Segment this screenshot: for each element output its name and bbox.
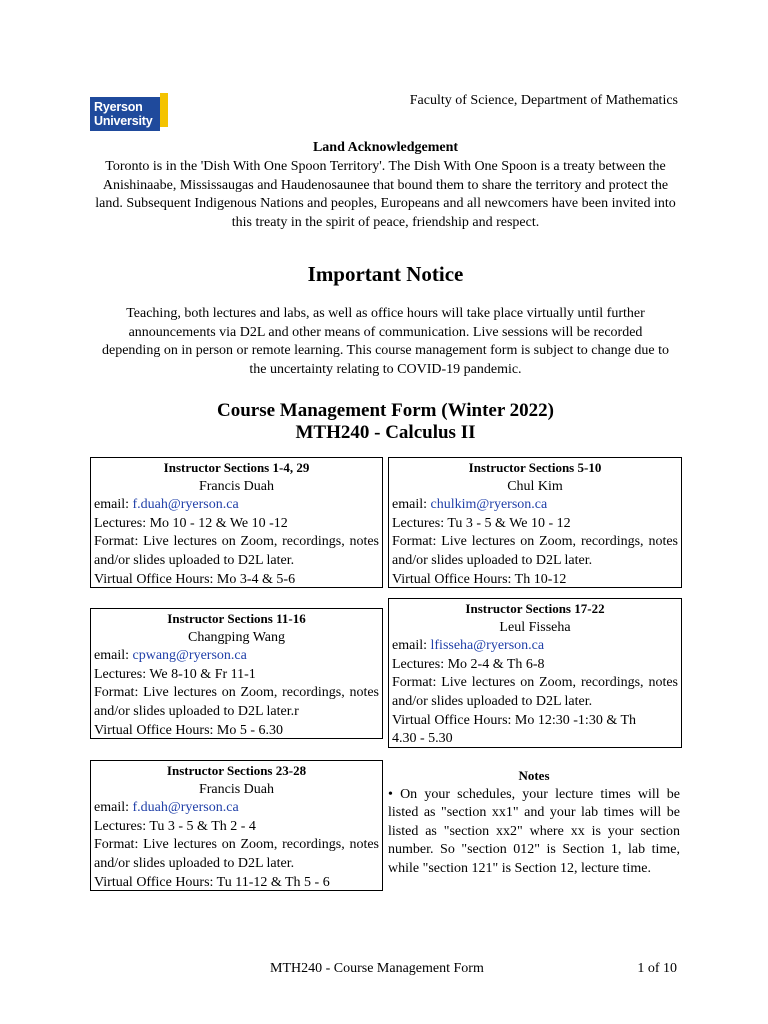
notes-title: Notes — [518, 768, 550, 783]
instructor-email-row — [94, 647, 379, 666]
instructor-sections-title: Instructor Sections 1-4, 29 — [163, 460, 310, 475]
instructor-email-link[interactable]: lfisseha@ryerson.ca — [430, 638, 545, 654]
instructor-email-link[interactable]: cpwang@ryerson.ca — [132, 648, 247, 664]
instructor-lectures: Lectures: Mo 2-4 & Th 6-8 — [392, 656, 545, 672]
page-number: 1 of 10 — [637, 961, 677, 976]
instructor-box — [388, 457, 682, 588]
instructor-format: Format: Live lectures on Zoom, recordings, notes and/or slides uploaded to D2L later. — [94, 534, 379, 568]
instructor-name: Leul Fisseha — [499, 619, 571, 635]
instructor-sections-title: Instructor Sections 23-28 — [166, 763, 307, 778]
instructor-lectures: Lectures: Tu 3 - 5 & Th 2 - 4 — [94, 818, 256, 834]
university-logo — [90, 97, 160, 131]
instructor-name: Francis Duah — [198, 478, 275, 494]
instructor-email-row — [392, 496, 678, 515]
instructor-email-row — [392, 637, 678, 656]
instructor-format: Format: Live lectures on Zoom, recordings, notes and/or slides uploaded to D2L later. — [392, 675, 678, 709]
email-label: email: — [94, 497, 129, 513]
instructor-box — [90, 457, 383, 588]
instructor-office-hours: Virtual Office Hours: Mo 5 - 6.30 — [94, 722, 284, 738]
logo-line-1: Ryerson — [94, 100, 143, 114]
instructor-format: Format: Live lectures on Zoom, recordings, notes and/or slides uploaded to D2L later. — [94, 837, 379, 871]
form-title — [90, 400, 681, 444]
instructor-email-link[interactable]: f.duah@ryerson.ca — [132, 497, 239, 513]
instructor-lectures: Lectures: Tu 3 - 5 & We 10 - 12 — [392, 515, 571, 531]
email-label: email: — [392, 638, 427, 654]
form-title-line-2: MTH240 - Calculus II — [295, 422, 476, 443]
form-title-line-1: Course Management Form (Winter 2022) — [216, 400, 554, 421]
important-notice-text: Teaching, both lectures and labs, as well as office hours will take place virtually until further announcements via D2L and other means of communication. Live sessions will be recorded depending on in person or remote learning. This course management form is subject to change due to the uncertainty relating to COVID-19 pandemic. — [102, 306, 669, 377]
instructor-lectures: Lectures: We 8-10 & Fr 11-1 — [94, 666, 256, 682]
instructor-office-hours: Virtual Office Hours: Mo 12:30 -1:30 & Th 4.30 - 5.30 — [392, 712, 637, 747]
instructor-format: Format: Live lectures on Zoom, recordings, notes and/or slides uploaded to D2L later. — [392, 534, 678, 568]
instructor-lectures: Lectures: Mo 10 - 12 & We 10 -12 — [94, 515, 288, 531]
logo-line-2: University — [94, 114, 153, 128]
instructor-sections-title: Instructor Sections 11-16 — [167, 611, 306, 626]
email-label: email: — [392, 497, 427, 513]
email-label: email: — [94, 800, 129, 816]
instructor-name: Changping Wang — [188, 629, 285, 645]
logo-accent-bar — [160, 93, 168, 127]
department-header: Faculty of Science, Department of Mathematics — [409, 93, 678, 108]
email-label: email: — [94, 648, 129, 664]
land-acknowledgement-title: Land Acknowledgement — [312, 140, 459, 155]
instructor-box — [90, 608, 383, 739]
instructor-email-row — [94, 496, 379, 515]
land-acknowledgement-text: Toronto is in the 'Dish With One Spoon Territory'. The Dish With One Spoon is a treaty between the Anishinaabe, Mississaugas and Haudenosaunee that bound them to share the territory and protect the land. Subsequent Indigenous Nations and peoples, Europeans and all newcomers have been invited into this treaty in the spirit of peace, friendship and respect. — [95, 159, 676, 230]
instructor-office-hours: Virtual Office Hours: Th 10-12 — [392, 571, 567, 587]
instructor-office-hours: Virtual Office Hours: Tu 11-12 & Th 5 - 6 — [94, 874, 330, 890]
notes-text: • On your schedules, your lecture times will be listed as "section xx1" and your lab times will be listed as "section xx2" where xx is your section number. So "section 012" is Section 1, lab time, while "section 121" is Section 12, lecture time. — [388, 786, 680, 876]
instructor-box — [90, 760, 383, 891]
instructor-format: Format: Live lectures on Zoom, recordings, notes and/or slides uploaded to D2L later.r — [94, 685, 379, 719]
instructor-name: Chul Kim — [507, 478, 563, 494]
notes-section — [388, 767, 680, 879]
footer-title: MTH240 - Course Management Form — [270, 961, 484, 976]
instructor-name: Francis Duah — [198, 781, 275, 797]
instructor-office-hours: Virtual Office Hours: Mo 3-4 & 5-6 — [94, 571, 296, 587]
instructor-email-link[interactable]: chulkim@ryerson.ca — [430, 497, 548, 513]
instructor-sections-title: Instructor Sections 17-22 — [465, 601, 605, 616]
instructor-box — [388, 598, 682, 748]
instructor-email-row — [94, 799, 379, 818]
important-notice-title: Important Notice — [307, 262, 464, 286]
instructor-sections-title: Instructor Sections 5-10 — [468, 460, 602, 475]
instructor-email-link[interactable]: f.duah@ryerson.ca — [132, 800, 239, 816]
